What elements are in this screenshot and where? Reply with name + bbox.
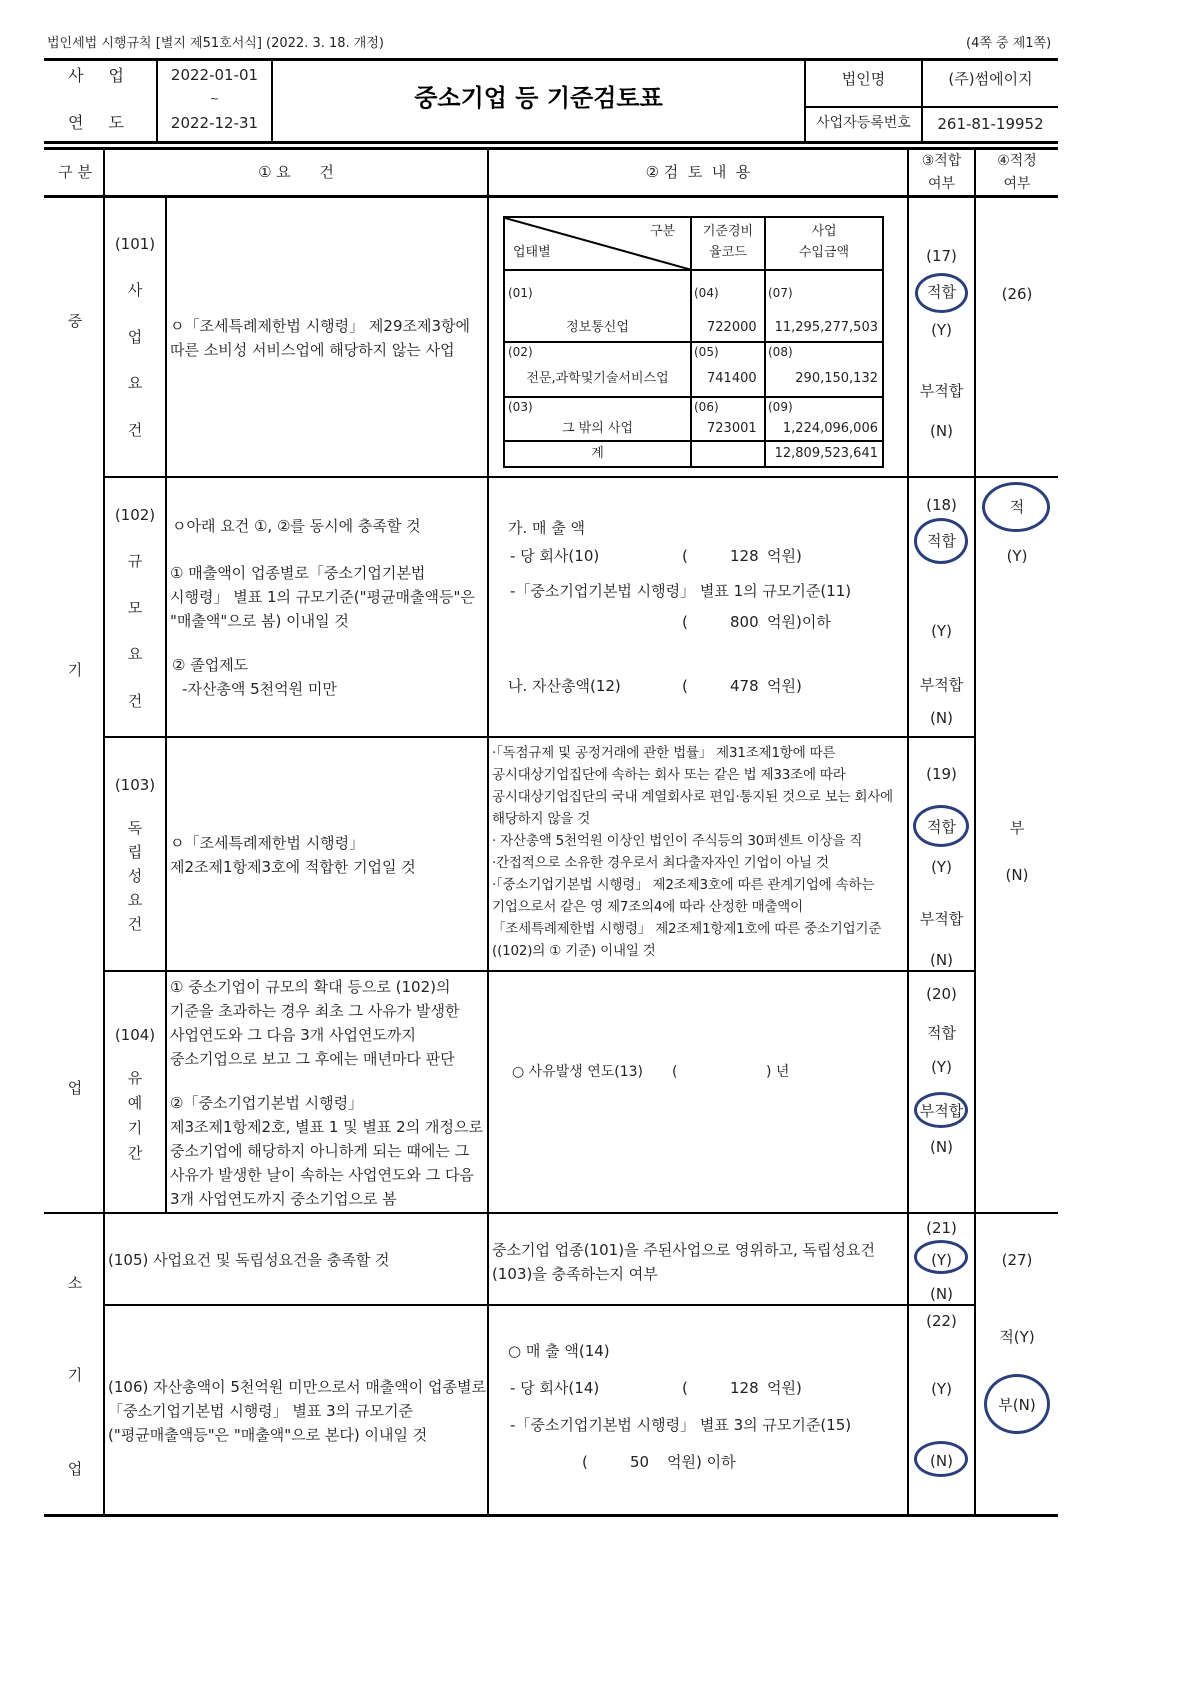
row101-code: (101)	[114, 235, 156, 253]
page-title: 중소기업 등 기준검토표	[414, 84, 663, 112]
table-cell-amount: 1,224,096,006	[782, 421, 878, 436]
row102-fit-no-option[interactable]: 부적합	[919, 676, 964, 694]
form-reference: 법인세법 시행규칙 [별지 제51호서식] (2022. 3. 18. 개정)	[47, 36, 384, 51]
row104-fit-n: (N)	[930, 1138, 953, 1156]
row104-fit-y: (Y)	[931, 1058, 952, 1076]
section-sme-char: 중	[67, 312, 83, 330]
row106-fit-n-option[interactable]: (N)	[930, 1452, 953, 1470]
row104-fit-yes-option[interactable]: 적합	[927, 1024, 956, 1042]
row106-company-label: - 당 회사(14)	[510, 1379, 600, 1397]
row102-sales-title: 가. 매 출 액	[508, 519, 586, 537]
row-divider	[104, 476, 1058, 478]
col-header-category: 구 분	[58, 163, 92, 181]
row102-fit-yes-option[interactable]: 적합	[927, 532, 956, 550]
col-header-requirement: ① 요 건	[258, 163, 334, 181]
row102-unit: 억원)이하	[767, 613, 831, 631]
table-cell-amount-no: (07)	[768, 286, 793, 300]
proper-sme-no-option[interactable]: 부	[1009, 819, 1025, 837]
header-bottom-border	[44, 141, 1058, 144]
table-cell-amount-no: (09)	[768, 400, 793, 414]
row102-assets-value: 478	[730, 677, 759, 695]
row101-label-char: 건	[127, 421, 143, 439]
col-divider	[487, 150, 489, 1516]
row101-fit-no-option[interactable]: 부적합	[919, 382, 964, 400]
proper-sme-yes-option[interactable]: 적	[1009, 498, 1025, 516]
row104-req-item1: ① 중소기업이 규모의 확대 등으로 (102)의 기준을 초과하는 경우 최초 그 사유가 발생한 사업연도와 그 다음 3개 사업연도까지 중소기업으로 보고 그 후에는 매년마다 판단	[170, 978, 460, 1068]
row102-req-intro: ㅇ아래 요건 ①, ②를 동시에 충족할 것	[172, 517, 421, 535]
row102-code: (102)	[114, 506, 156, 524]
table-top-border	[44, 147, 1058, 150]
row104-code: (104)	[114, 1026, 156, 1044]
business-type-table	[503, 216, 884, 468]
row102-label-char: 모	[127, 599, 143, 617]
divider	[505, 341, 882, 343]
table-cell-code: 723001	[707, 421, 757, 436]
proper-sme-no: (26)	[1001, 285, 1033, 303]
column-header-bottom	[44, 195, 1058, 198]
row102-fit-n: (N)	[930, 709, 953, 727]
row103-review-item: ·「중소기업기본법 시행령」 제2조제3호에 따른 관계기업에 속하는 기업으로서 같은 영 제7조의4에 따라 산정한 매출액이「조세특례제한법 시행령」 제2조제1항제1호에 따른 중소기업기준((102)의 ① 기준) 이내일 것	[492, 877, 882, 959]
table-header-amount: 수입금액	[798, 245, 850, 260]
row102-req-item1: ① 매출액이 업종별로「중소기업기본법 시행령」 별표 1의 규모기준("평균매출액등"은 "매출액"으로 봄) 이내일 것	[170, 564, 475, 630]
row104-label-char: 기	[127, 1119, 143, 1137]
row102-paren: (	[682, 547, 688, 565]
proper-sme-y: (Y)	[1006, 547, 1028, 565]
period-end: 2022-12-31	[170, 114, 259, 132]
row102-company-sales-value: 128	[730, 547, 759, 565]
row101-fit-no: (17)	[926, 247, 957, 265]
row103-label-char: 건	[127, 915, 143, 933]
row106-requirement: (106) 자산총액이 5천억원 미만으로서 매출액이 업종별로「중소기업기본법 시행령」 별표 3의 규모기준("평균매출액등"은 "매출액"으로 본다) 이내일 것	[108, 1378, 487, 1444]
col-header-fit-1: ③적합	[921, 153, 962, 169]
table-header-category: 구분	[650, 224, 676, 239]
row105-fit-no: (21)	[926, 1219, 957, 1237]
section-sme-char: 기	[67, 661, 83, 679]
table-header-code: 기준경비	[702, 224, 754, 239]
table-cell-no: (01)	[508, 286, 533, 300]
row-divider	[104, 1304, 974, 1306]
table-header-amount: 사업	[811, 224, 837, 239]
page-info: (4쪽 중 제1쪽)	[966, 36, 1052, 51]
table-cell-code-no: (04)	[694, 286, 719, 300]
row105-requirement: (105) 사업요건 및 독립성요건을 충족할 것	[108, 1251, 390, 1269]
row101-requirement: ㅇ「조세특례제한법 시행령」 제29조제3항에 따른 소비성 서비스업에 해당하지 않는 사업	[170, 317, 471, 359]
divider	[805, 106, 1058, 108]
proper-small-no: (27)	[1001, 1251, 1033, 1269]
period-label-bottom: 연 도	[68, 113, 134, 132]
table-total-label: 계	[591, 446, 604, 461]
divider	[505, 440, 882, 442]
row104-label-char: 간	[127, 1144, 143, 1162]
row104-label-char: 예	[127, 1094, 143, 1112]
proper-sme-n: (N)	[1005, 866, 1029, 884]
table-cell-code-no: (05)	[694, 345, 719, 359]
row102-req-item2-title: ② 졸업제도	[172, 656, 249, 674]
table-total-amount: 12,809,523,641	[774, 446, 878, 461]
row103-label-char: 독	[127, 819, 143, 837]
table-header-code: 율코드	[709, 245, 747, 260]
proper-small-yes-option[interactable]: 적(Y)	[999, 1328, 1035, 1346]
row104-year-suffix: ) 년	[766, 1064, 790, 1080]
row102-req-item2-detail: -자산총액 5천억원 미만	[182, 680, 337, 698]
row106-fit-no: (22)	[926, 1312, 957, 1330]
table-bottom-border	[44, 1514, 1058, 1517]
col-divider	[165, 197, 167, 1213]
row104-review-label: ○ 사유발생 연도(13)	[512, 1064, 643, 1080]
row106-fit-y-option[interactable]: (Y)	[931, 1380, 952, 1398]
row102-unit: 억원)	[767, 547, 802, 565]
row101-fit-yes-option[interactable]: 적합	[927, 283, 956, 301]
row102-assets-label: 나. 자산총액(12)	[508, 677, 621, 695]
row103-code: (103)	[114, 776, 156, 794]
row106-criteria-label: -「중소기업기본법 시행령」 별표 3의 규모기준(15)	[510, 1416, 852, 1434]
table-cell-name: 전문,과학및기술서비스업	[526, 371, 669, 386]
row104-year-field[interactable]	[682, 1062, 762, 1082]
row102-paren: (	[682, 613, 688, 631]
row102-unit: 억원)	[767, 677, 802, 695]
row101-fit-n: (N)	[930, 422, 953, 440]
section-small-char: 기	[67, 1366, 83, 1384]
row103-label-char: 성	[127, 867, 143, 885]
table-cell-code-no: (06)	[694, 400, 719, 414]
row102-fit-no: (18)	[926, 496, 957, 514]
divider	[505, 269, 882, 271]
row103-fit-no-option[interactable]: 부적합	[919, 910, 964, 928]
col-header-fit-2: 여부	[927, 176, 956, 192]
row106-paren: (	[582, 1453, 588, 1471]
row103-fit-yes-option[interactable]: 적합	[927, 818, 956, 836]
row105-fit-y-option[interactable]: (Y)	[931, 1251, 952, 1269]
row103-label-char: 립	[127, 843, 143, 861]
row105-fit-n-option[interactable]: (N)	[930, 1285, 953, 1303]
section-small-char: 소	[67, 1274, 83, 1292]
row103-fit-no: (19)	[926, 765, 957, 783]
col-header-proper-1: ④적정	[997, 153, 1037, 169]
corp-name: (주)썸에이지	[948, 70, 1033, 88]
row102-fit-y: (Y)	[931, 622, 952, 640]
col-header-proper-2: 여부	[1003, 176, 1031, 192]
period-separator: ~	[209, 92, 220, 105]
row103-review-item: · 자산총액 5천억원 이상인 법인이 주식등의 30퍼센트 이상을 직	[492, 833, 863, 849]
corp-name-label: 법인명	[841, 70, 886, 88]
section-sme-char: 업	[67, 1079, 83, 1097]
row104-paren: (	[672, 1064, 678, 1080]
row102-criteria-value: 800	[730, 613, 759, 631]
row101-label-char: 사	[127, 281, 143, 299]
row104-fit-no-option[interactable]: 부적합	[919, 1102, 964, 1120]
row104-req-item2: ②「중소기업기본법 시행령」 제3조제1항제2호, 별표 1 및 별표 2의 개정으로 중소기업에 해당하지 아니하게 되는 때에는 그 사유가 발생한 날이 속하는 사업연도와 그 다음 3개 사업연도까지 중소기업으로 봄	[170, 1094, 483, 1208]
proper-small-no-option[interactable]: 부(N)	[998, 1396, 1036, 1414]
row102-criteria-label: -「중소기업기본법 시행령」 별표 1의 규모기준(11)	[510, 582, 852, 600]
row106-paren: (	[682, 1379, 688, 1397]
row101-label-char: 요	[127, 374, 143, 392]
row102-label-char: 요	[127, 645, 143, 663]
row103-fit-n: (N)	[930, 951, 953, 969]
row106-company-sales-value: 128	[730, 1379, 759, 1397]
row101-fit-y: (Y)	[931, 321, 952, 339]
period-start: 2022-01-01	[170, 66, 259, 84]
row102-label-char: 규	[127, 552, 143, 570]
table-cell-code: 722000	[707, 320, 757, 335]
row102-paren: (	[682, 677, 688, 695]
table-cell-amount: 290,150,132	[795, 371, 878, 386]
col-header-review: ② 검 토 내 용	[645, 163, 751, 181]
biz-no-label: 사업자등록번호	[816, 115, 911, 131]
row-divider	[104, 736, 974, 738]
row105-review: 중소기업 업종(101)을 주된사업으로 영위하고, 독립성요건(103)을 충족하는지 여부	[492, 1241, 875, 1283]
table-cell-amount: 11,295,277,503	[774, 320, 878, 335]
row106-unit: 억원)	[767, 1379, 802, 1397]
row106-unit: 억원) 이하	[667, 1453, 736, 1471]
period-label-top: 사 업	[68, 66, 134, 85]
row106-sales-title: ○ 매 출 액(14)	[508, 1342, 610, 1360]
table-cell-name: 정보통신업	[566, 320, 629, 335]
table-cell-no: (02)	[508, 345, 533, 359]
row106-criteria-value: 50	[630, 1453, 650, 1471]
row103-fit-y: (Y)	[931, 858, 952, 876]
table-cell-amount-no: (08)	[768, 345, 793, 359]
row103-requirement: ㅇ「조세특례제한법 시행령」 제2조제1항제3호에 적합한 기업일 것	[170, 834, 416, 876]
row104-label-char: 유	[127, 1069, 143, 1087]
row103-review-item: ·「독점규제 및 공정거래에 관한 법률」 제31조제1항에 따른 공시대상기업집단에 속하는 회사 또는 같은 법 제33조에 따라 공시대상기업집단의 국내 계열회사로 편입·통지된 것으로 보는 회사에 해당하지 않을 것	[492, 745, 894, 827]
header-top-border	[44, 58, 1058, 61]
row102-label-char: 건	[127, 692, 143, 710]
row103-label-char: 요	[127, 891, 143, 909]
biz-no: 261-81-19952	[937, 115, 1044, 133]
table-cell-code: 741400	[707, 371, 757, 386]
table-header-business-type: 업태별	[513, 245, 551, 260]
table-cell-name: 그 밖의 사업	[561, 421, 634, 436]
row102-company-label: - 당 회사(10)	[510, 547, 600, 565]
divider	[505, 396, 882, 398]
row101-label-char: 업	[127, 328, 143, 346]
row103-review-item: ·간접적으로 소유한 경우로서 최다출자자인 기업이 아닐 것	[492, 855, 829, 871]
section-divider	[44, 1212, 1058, 1214]
row104-fit-no: (20)	[926, 985, 957, 1003]
row-divider	[104, 970, 974, 972]
table-cell-no: (03)	[508, 400, 533, 414]
section-small-char: 업	[67, 1460, 83, 1478]
